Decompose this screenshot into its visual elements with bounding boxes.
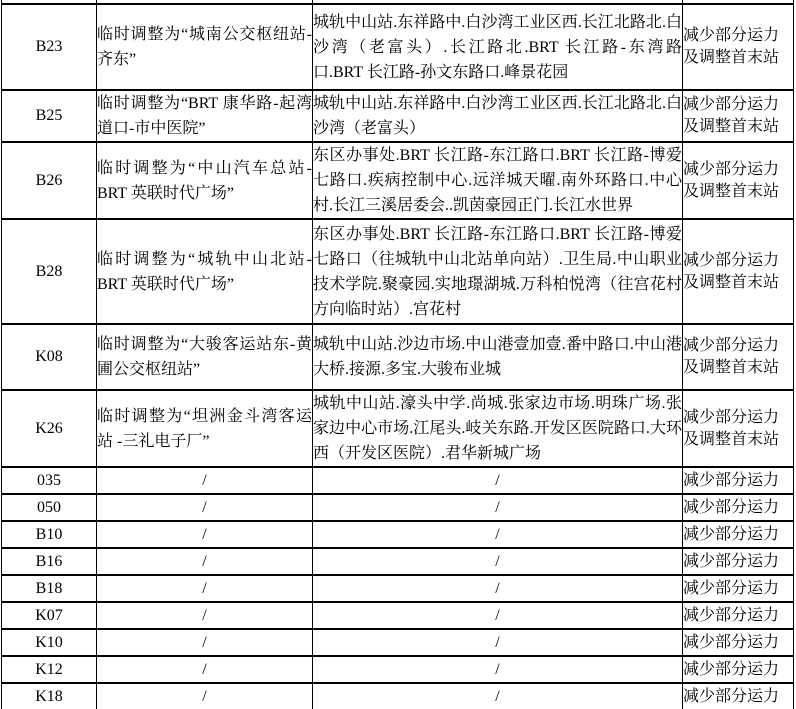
route-cell: K26 — [2, 390, 97, 467]
table-row — [2, 494, 794, 521]
stations-cell: 东区办事处.BRT 长江路-东江路口.BRT 长江路-博爱七路口（往城轨中山北站单向站）.卫生局.中山职业技术学院.聚豪园.实地璟湖城.万科柏悦湾（往宫花村方向临时站）.宫花村 — [313, 219, 683, 324]
table-row — [2, 90, 794, 142]
route-cell: B16 — [2, 548, 97, 575]
adjustment-cell: 临时调整为“BRT 康华路-起湾道口-市中医院” — [97, 90, 313, 142]
impact-cell: 减少部分运力及调整首末站 — [683, 142, 794, 219]
route-cell: 050 — [2, 494, 97, 521]
table-row — [2, 4, 794, 90]
impact-cell: 减少部分运力及调整首末站 — [683, 390, 794, 467]
route-cell: B10 — [2, 521, 97, 548]
route-cell: B23 — [2, 4, 97, 90]
route-cell: B25 — [2, 90, 97, 142]
adjustment-cell: / — [97, 548, 313, 575]
stations-cell: / — [313, 521, 683, 548]
impact-cell: 减少部分运力 — [683, 629, 794, 656]
adjustment-cell: / — [97, 494, 313, 521]
stations-cell: / — [313, 575, 683, 602]
table-row — [2, 521, 794, 548]
stations-cell: 城轨中山站.濠头中学.尚城.张家边市场.明珠广场.张家边中心市场.江尾头.岐关东路.开发区医院路口.大环西（开发区医院）.君华新城广场 — [313, 390, 683, 467]
bus-routes-table — [1, 0, 794, 709]
stations-cell: / — [313, 683, 683, 709]
route-cell: K07 — [2, 602, 97, 629]
impact-cell: 减少部分运力 — [683, 656, 794, 683]
stations-cell: 东区办事处.BRT 长江路-东江路口.BRT 长江路-博爱七路口.疾病控制中心.远洋城天曜.南外环路口.中心村.长江三溪居委会..凯茵豪园正门.长江水世界 — [313, 142, 683, 219]
stations-cell: / — [313, 656, 683, 683]
table-row — [2, 390, 794, 467]
table-row — [2, 629, 794, 656]
impact-cell: 减少部分运力 — [683, 602, 794, 629]
stations-cell: / — [313, 548, 683, 575]
adjustment-cell: / — [97, 629, 313, 656]
route-cell: K12 — [2, 656, 97, 683]
route-cell: K18 — [2, 683, 97, 709]
stations-cell: / — [313, 602, 683, 629]
impact-cell: 减少部分运力及调整首末站 — [683, 90, 794, 142]
table-row — [2, 575, 794, 602]
adjustment-cell: 临时调整为“大骏客运站东-黄圃公交枢纽站” — [97, 324, 313, 390]
impact-cell: 减少部分运力及调整首末站 — [683, 324, 794, 390]
table-row — [2, 683, 794, 709]
impact-cell: 减少部分运力 — [683, 683, 794, 709]
table-row — [2, 548, 794, 575]
impact-cell: 减少部分运力及调整首末站 — [683, 219, 794, 324]
table-row — [2, 467, 794, 494]
adjustment-cell: 临时调整为“中山汽车总站-BRT 英联时代广场” — [97, 142, 313, 219]
stations-cell: / — [313, 467, 683, 494]
adjustment-cell: / — [97, 602, 313, 629]
adjustment-cell: 临时调整为“城轨中山北站-BRT 英联时代广场” — [97, 219, 313, 324]
stations-cell: 城轨中山站.东祥路中.白沙湾工业区西.长江北路北.白沙湾（老富头）.长江路北.BRT 长江路-东湾路口.BRT 长江路-孙文东路口.峰景花园 — [313, 4, 683, 90]
adjustment-cell: 临时调整为“坦洲金斗湾客运站 -三礼电子厂” — [97, 390, 313, 467]
route-cell: B18 — [2, 575, 97, 602]
stations-cell: 城轨中山站.沙边市场.中山港壹加壹.番中路口.中山港大桥.接源.多宝.大骏布业城 — [313, 324, 683, 390]
table-row — [2, 324, 794, 390]
stations-cell: / — [313, 629, 683, 656]
stations-cell: / — [313, 494, 683, 521]
stations-cell: 城轨中山站.东祥路中.白沙湾工业区西.长江北路北.白沙湾（老富头） — [313, 90, 683, 142]
impact-cell: 减少部分运力 — [683, 467, 794, 494]
adjustment-cell: / — [97, 683, 313, 709]
route-cell: 035 — [2, 467, 97, 494]
adjustment-cell: / — [97, 521, 313, 548]
impact-cell: 减少部分运力 — [683, 521, 794, 548]
impact-cell: 减少部分运力 — [683, 494, 794, 521]
route-cell: B28 — [2, 219, 97, 324]
adjustment-cell: / — [97, 656, 313, 683]
table-row — [2, 142, 794, 219]
impact-cell: 减少部分运力及调整首末站 — [683, 4, 794, 90]
route-cell: K10 — [2, 629, 97, 656]
adjustment-cell: / — [97, 467, 313, 494]
route-cell: K08 — [2, 324, 97, 390]
table-row — [2, 656, 794, 683]
table-row — [2, 219, 794, 324]
table-row — [2, 602, 794, 629]
route-cell: B26 — [2, 142, 97, 219]
impact-cell: 减少部分运力 — [683, 548, 794, 575]
impact-cell: 减少部分运力 — [683, 575, 794, 602]
adjustment-cell: 临时调整为“城南公交枢纽站-齐东” — [97, 4, 313, 90]
adjustment-cell: / — [97, 575, 313, 602]
